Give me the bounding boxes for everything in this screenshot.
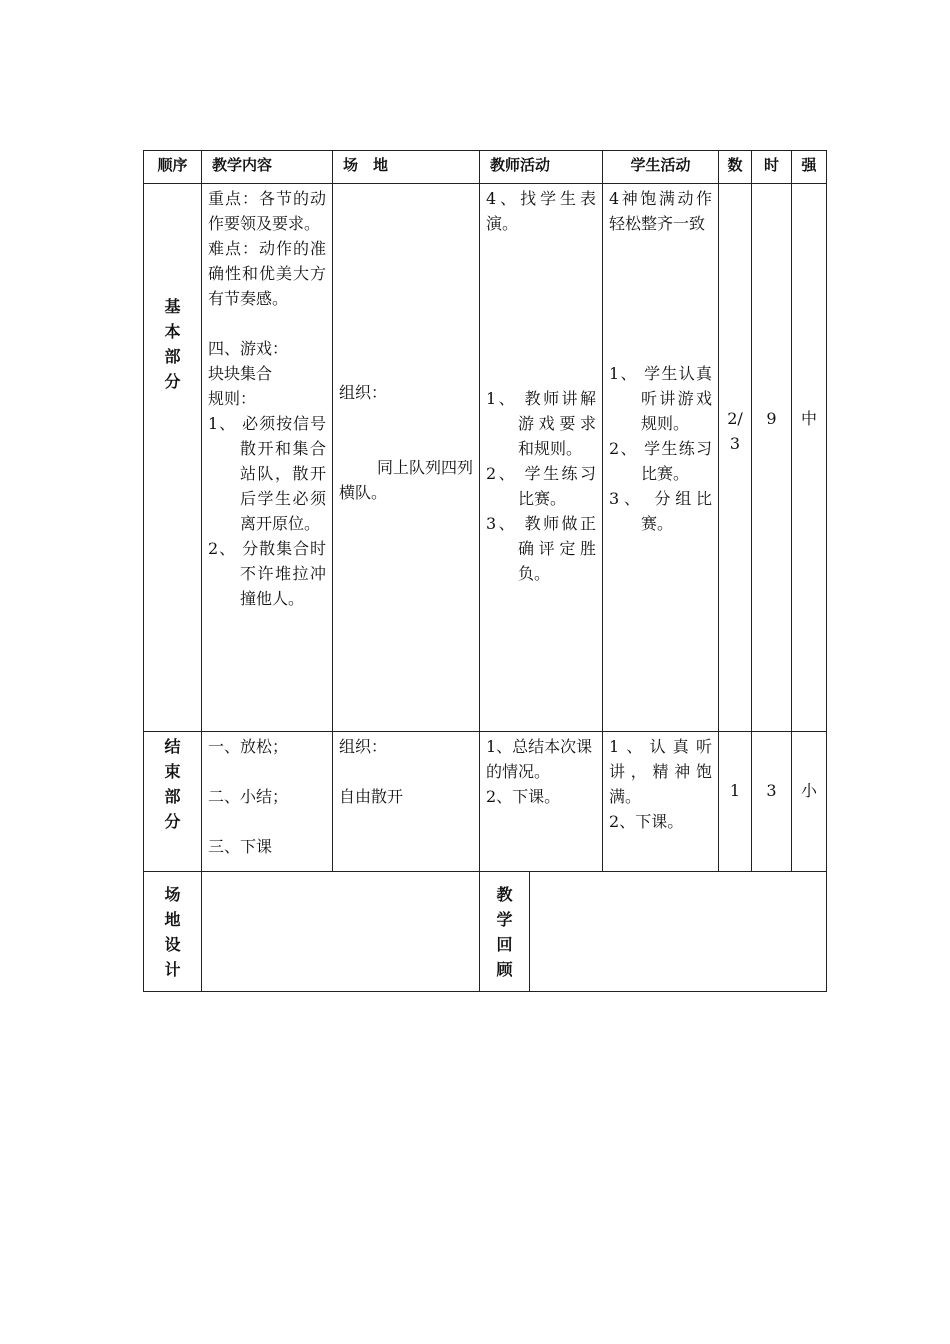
ending-teacher-cell: [480, 732, 603, 872]
header-teacher: 教师活动: [480, 151, 603, 184]
header-student: 学生活动: [603, 151, 719, 184]
header-intensity: 强: [792, 151, 827, 184]
spacer: [208, 759, 326, 784]
ending-venue-cell: [333, 732, 480, 872]
basic-venue-cell: [333, 184, 480, 732]
teacher-item: 1、 教师讲解游戏要求和规则。: [486, 389, 597, 458]
ending-student-item: 2、下课。: [609, 812, 684, 831]
basic-time: 9: [752, 184, 792, 732]
teacher-item: 3、 教师做正确评定胜负。: [486, 514, 597, 583]
spacer: [208, 809, 326, 834]
basic-student-cell: [603, 184, 719, 732]
ending-content-cell: [202, 732, 333, 872]
review-label: 教学回顾: [496, 885, 513, 979]
ending-count: 1: [719, 732, 752, 872]
ending-row: [144, 732, 827, 872]
focus-text: 重点：各节的动作要领及要求。: [208, 189, 326, 233]
spacer: [609, 236, 712, 361]
header-count: 数: [719, 151, 752, 184]
header-row: [144, 151, 827, 184]
venue-design-area: [202, 872, 480, 992]
student-item: 2、 学生练习比赛。: [609, 439, 713, 483]
header-order: 顺序: [144, 151, 202, 184]
venue-formation: 同上队列四列横队。: [339, 458, 474, 502]
game-name: 块块集合: [208, 364, 273, 383]
ending-time: 3: [752, 732, 792, 872]
basic-count: 2/3: [727, 409, 743, 453]
rule-item: 2、 分散集合时不许堆拉冲撞他人。: [208, 539, 326, 608]
ending-student-item: 1、认真听讲，精神饱满。: [609, 737, 713, 806]
review-area: [530, 872, 827, 992]
spacer: [339, 405, 473, 455]
spacer: [486, 236, 596, 386]
spacer: [339, 759, 473, 784]
venue-design-label: 场地设计: [164, 885, 181, 979]
student-item: 3、 分组比赛。: [609, 489, 713, 533]
game-title: 四、游戏：: [208, 339, 289, 358]
basic-section-label: 基本部分: [164, 297, 181, 391]
lesson-plan-table: [143, 150, 827, 992]
ending-content-item: 二、小结；: [208, 787, 289, 806]
header-time: 时: [752, 151, 792, 184]
spacer: [208, 311, 326, 336]
footer-row: [144, 872, 827, 992]
ending-section-label: 结束部分: [164, 737, 181, 831]
header-content: 教学内容: [202, 151, 333, 184]
ending-content-item: 一、放松；: [208, 737, 289, 756]
teacher-item: 2、 学生练习比赛。: [486, 464, 597, 508]
basic-teacher-cell: [480, 184, 603, 732]
ending-venue-formation: 自由散开: [339, 787, 404, 806]
ending-student-cell: [603, 732, 719, 872]
student-top-item: 4神饱满动作轻松整齐一致: [609, 189, 713, 233]
rules-label: 规则：: [208, 389, 257, 408]
ending-venue-org: 组织：: [339, 737, 388, 756]
basic-intensity: 中: [792, 184, 827, 732]
teacher-top-item: 4、找学生表演。: [486, 189, 597, 233]
basic-row: [144, 184, 827, 732]
difficulty-text: 难点：动作的准确性和优美大方有节奏感。: [208, 239, 326, 308]
ending-content-item: 三、下课: [208, 837, 273, 856]
rule-item: 1、 必须按信号散开和集合站队，散开后学生必须离开原位。: [208, 414, 326, 533]
student-item: 1、 学生认真听讲游戏规则。: [609, 364, 713, 433]
ending-teacher-item: 1、总结本次课的情况。: [486, 737, 593, 781]
header-venue: 场 地: [333, 151, 480, 184]
venue-org-label: 组织：: [339, 383, 388, 402]
basic-content-cell: [202, 184, 333, 732]
ending-intensity: 小: [792, 732, 827, 872]
ending-teacher-item: 2、下课。: [486, 787, 561, 806]
